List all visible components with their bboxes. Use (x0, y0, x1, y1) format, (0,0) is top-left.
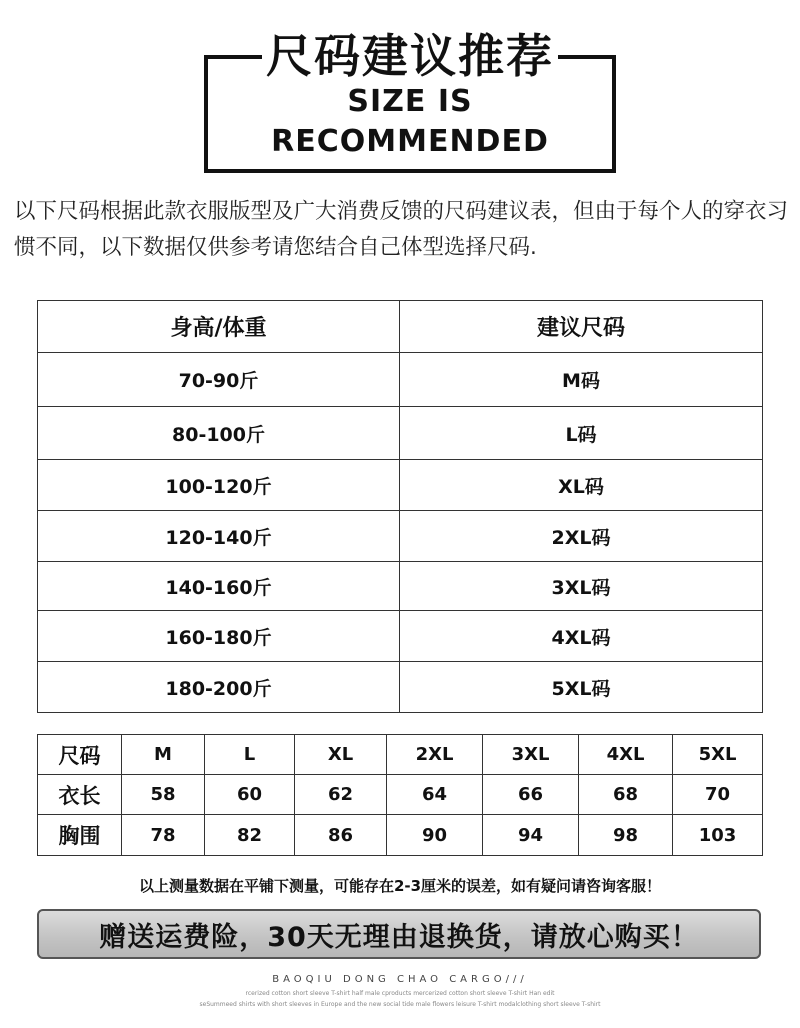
size-chart-cell: 62 (295, 775, 387, 814)
weight-range-cell: 160-180斤 (38, 611, 400, 661)
size-chart-cell: 98 (579, 815, 673, 855)
size-chart-label: 衣长 (38, 775, 122, 814)
size-chart-cell: 82 (205, 815, 295, 855)
recommended-size-cell: 3XL码 (551, 576, 611, 599)
header-frame-top-right (558, 55, 616, 59)
size-chart-cell: L (205, 735, 295, 774)
recommended-size-cell: 5XL码 (551, 677, 611, 700)
intro-text: 以下尺码根据此款衣服版型及广大消费反馈的尺码建议表，但由于每个人的穿衣习惯不同，以下数据仅供参考请您结合自己体型选择尺码. (14, 199, 789, 260)
weight-range-cell: 140-160斤 (38, 562, 400, 610)
weight-range-cell: 120-140斤 (38, 511, 400, 561)
header-title-en: SIZE IS RECOMMENDED (271, 84, 549, 159)
footer-brand: BAOQIU DONG CHAO CARGO/// (272, 974, 528, 985)
size-chart-cell: 86 (295, 815, 387, 855)
weight-table-header-size: 建议尺码 (536, 316, 625, 341)
recommended-size-cell: XL码 (558, 475, 604, 498)
size-chart-cell: 3XL (483, 735, 579, 774)
size-chart-cell: 90 (387, 815, 483, 855)
size-chart-cell: 2XL (387, 735, 483, 774)
table-row (38, 511, 762, 562)
table-row (38, 353, 762, 407)
weight-size-table (37, 300, 763, 713)
size-chart-row-size (38, 735, 762, 775)
size-chart-label: 胸围 (38, 815, 122, 855)
recommended-size-cell: 2XL码 (551, 526, 611, 549)
weight-table-header-height-weight: 身高/体重 (38, 301, 400, 352)
size-chart-cell: 103 (698, 824, 737, 846)
size-chart-cell: 94 (483, 815, 579, 855)
table-row (38, 611, 762, 662)
size-chart-cell: 68 (579, 775, 673, 814)
header-frame-top-left (204, 55, 262, 59)
size-chart-row-length (38, 775, 762, 815)
weight-range-cell: 80-100斤 (38, 407, 400, 459)
size-chart-cell: 4XL (579, 735, 673, 774)
guarantee-banner: 赠送运费险，30天无理由退换货，请放心购买！ (37, 909, 761, 959)
footer-line-1: rcerized cotton short sleeve T-shirt half male cproducts mercerized cotton short sleeve T-shirt Han edit (245, 990, 555, 997)
size-chart-cell: XL (295, 735, 387, 774)
size-chart-label: 尺码 (38, 735, 122, 774)
size-chart-cell: 66 (483, 775, 579, 814)
weight-range-cell: 70-90斤 (38, 353, 400, 406)
header-title-cn: 尺码建议推荐 (262, 28, 558, 84)
size-chart-cell: 5XL (698, 744, 737, 765)
size-chart-cell: 64 (387, 775, 483, 814)
size-chart-cell: 78 (122, 815, 205, 855)
measurement-note: 以上测量数据在平铺下测量，可能存在2-3厘米的误差，如有疑问请咨询客服！ (138, 877, 662, 895)
recommended-size-cell: L码 (565, 423, 597, 446)
weight-range-cell: 180-200斤 (38, 662, 400, 712)
weight-table-header (38, 301, 762, 353)
table-row (38, 662, 762, 712)
recommended-size-cell: M码 (562, 370, 600, 392)
size-chart-cell: 58 (122, 775, 205, 814)
table-row (38, 460, 762, 511)
size-chart-table (37, 734, 763, 856)
table-row (38, 562, 762, 611)
recommended-size-cell: 4XL码 (551, 626, 611, 649)
footer-line-2: seSummeed shirts with short sleeves in Europe and the new social tide male flowers leisure T-shirt modalclothing short sleeve T-shirt (199, 1001, 601, 1008)
size-chart-cell: 70 (704, 784, 731, 805)
weight-range-cell: 100-120斤 (38, 460, 400, 510)
size-chart-row-chest (38, 815, 762, 855)
size-chart-cell: M (122, 735, 205, 774)
size-chart-cell: 60 (205, 775, 295, 814)
table-row (38, 407, 762, 460)
